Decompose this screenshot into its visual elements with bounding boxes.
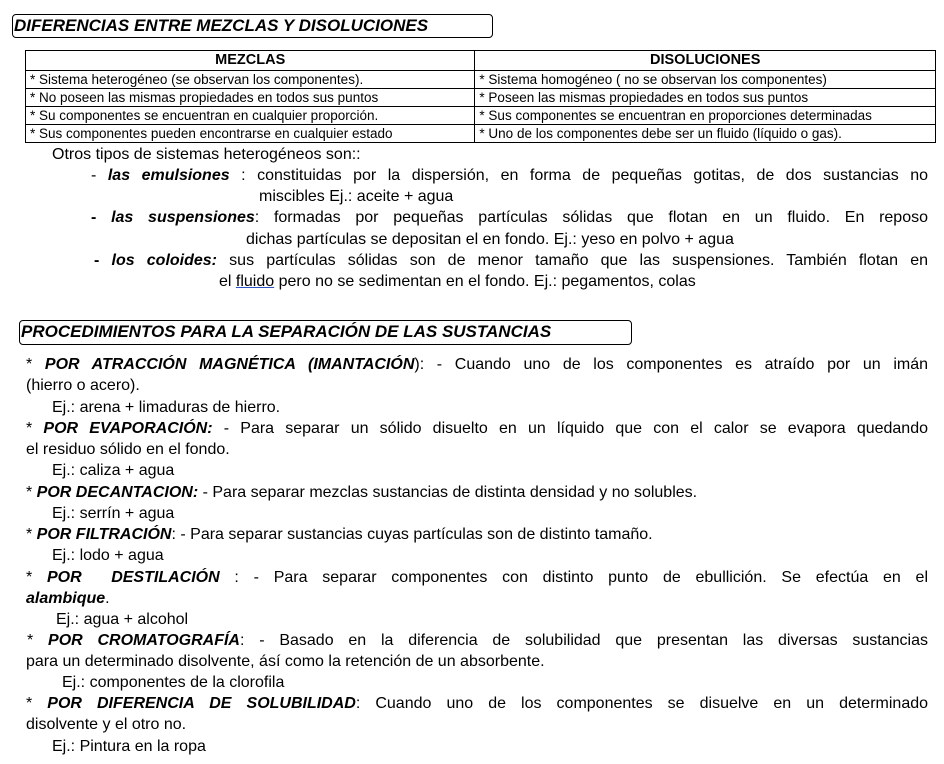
procedure-filtracion-example: Ej.: lodo + agua bbox=[52, 547, 164, 564]
procedure-description: : Cuando uno de los componentes se disuelve en un determinado bbox=[355, 695, 929, 712]
procedure-evaporacion-example: Ej.: caliza + agua bbox=[52, 462, 175, 479]
table-row bbox=[26, 125, 936, 143]
table-cell: * Sus componentes pueden encontrarse en cualquier estado bbox=[26, 125, 475, 143]
column-header-mezclas: MEZCLAS bbox=[26, 51, 475, 71]
procedure-description: - Para separar un sólido disuelto en un líquido que con el calor se evapora quedando bbox=[212, 420, 929, 437]
procedure-decantacion-line1 bbox=[26, 482, 697, 503]
fluido-link[interactable]: fluido bbox=[235, 273, 275, 290]
text: . bbox=[105, 590, 110, 607]
table-cell: * Sistema heterogéneo (se observan los componentes). bbox=[26, 71, 475, 89]
text: el bbox=[219, 273, 236, 290]
type-coloides-line2 bbox=[219, 271, 696, 292]
type-emulsiones-line1 bbox=[91, 165, 928, 186]
table-cell: * Su componentes se encuentran en cualquier proporción. bbox=[26, 107, 475, 125]
procedure-name: POR ATRACCIÓN MAGNÉTICA (IMANTACIÓN bbox=[44, 356, 415, 373]
type-description: sus partículas sólidas son de menor tamaño que las suspensiones. También flotan en bbox=[217, 252, 929, 269]
type-suspensiones-line1 bbox=[91, 207, 928, 228]
table-cell: * Uno de los componentes debe ser un fluido (líquido o gas). bbox=[475, 125, 936, 143]
procedure-imantacion-example: Ej.: arena + limaduras de hierro. bbox=[52, 399, 281, 416]
type-dash: - bbox=[91, 167, 108, 184]
table-row bbox=[26, 107, 936, 125]
bullet-star: * bbox=[26, 526, 37, 543]
type-term-suspensiones: las suspensiones bbox=[111, 209, 255, 226]
procedure-name: POR EVAPORACIÓN: bbox=[43, 420, 213, 437]
type-coloides-line1 bbox=[94, 250, 928, 271]
procedure-name: POR DECANTACION: bbox=[36, 484, 199, 501]
procedure-description: - Para separar mezclas sustancias de distinta densidad y no solubles. bbox=[198, 484, 698, 501]
section-title-procedures: PROCEDIMIENTOS PARA LA SEPARACIÓN DE LAS SUSTANCIAS bbox=[19, 320, 632, 345]
type-term-emulsiones: las emulsiones bbox=[107, 167, 230, 184]
column-header-disoluciones: DISOLUCIONES bbox=[475, 51, 936, 71]
heterogeneous-intro: Otros tipos de sistemas heterogéneos son:: bbox=[52, 146, 361, 163]
table-row bbox=[26, 89, 936, 107]
table-row bbox=[26, 71, 936, 89]
procedure-name: POR DESTILACIÓN bbox=[47, 569, 220, 586]
table-cell: * Sus componentes se encuentran en proporciones determinadas bbox=[475, 107, 936, 125]
procedure-evaporacion-line1 bbox=[26, 418, 928, 439]
bullet-star: * bbox=[26, 420, 44, 437]
procedure-description: : - Basado en la diferencia de solubilidad que presentan las diversas sustancias bbox=[239, 632, 928, 649]
procedure-evaporacion-line2: el residuo sólido en el fondo. bbox=[26, 441, 230, 458]
type-term-coloides: los coloides: bbox=[111, 252, 218, 269]
section-title-differences: DIFERENCIAS ENTRE MEZCLAS Y DISOLUCIONES bbox=[12, 14, 493, 38]
bullet-star: * bbox=[27, 632, 49, 649]
type-suspensiones-line2: dichas partículas se depositan el en fondo. Ej.: yeso en polvo + agua bbox=[246, 231, 734, 248]
type-dash: - bbox=[91, 209, 112, 226]
procedure-imantacion-line1 bbox=[26, 354, 928, 375]
table-cell: * Poseen las mismas propiedades en todos sus puntos bbox=[475, 89, 936, 107]
procedure-description: : - Para separar componentes con distinto punto de ebullición. Se efectúa en el bbox=[219, 569, 929, 586]
table-header-row bbox=[26, 51, 936, 71]
bullet-star: * bbox=[26, 484, 37, 501]
bullet-star: * bbox=[26, 569, 47, 586]
procedure-cromatografia-line1 bbox=[27, 630, 928, 651]
procedure-cromatografia-line2: para un determinado disolvente, ásí como la retención de un absorbente. bbox=[26, 653, 545, 670]
procedure-decantacion-example: Ej.: serrín + agua bbox=[52, 505, 175, 522]
procedure-destilacion-example: Ej.: agua + alcohol bbox=[56, 611, 189, 628]
comparison-table bbox=[25, 50, 936, 143]
procedure-cromatografia-example: Ej.: componentes de la clorofila bbox=[62, 674, 285, 691]
text: pero no se sedimentan en el fondo. Ej.: pegamentos, colas bbox=[274, 273, 696, 290]
table-cell: * Sistema homogéneo ( no se observan los componentes) bbox=[475, 71, 936, 89]
type-dash: - bbox=[94, 252, 112, 269]
table-cell: * No poseen las mismas propiedades en todos sus puntos bbox=[26, 89, 475, 107]
procedure-name: POR CROMATOGRAFÍA bbox=[48, 632, 240, 649]
alambique-term: alambique bbox=[26, 590, 106, 607]
procedure-description: : - Para separar sustancias cuyas partículas son de distinto tamaño. bbox=[171, 526, 653, 543]
bullet-star: * bbox=[26, 695, 48, 712]
procedure-imantacion-line2: (hierro o acero). bbox=[26, 377, 140, 394]
procedure-filtracion-line1 bbox=[26, 524, 653, 545]
procedure-solubilidad-line1 bbox=[26, 693, 928, 714]
type-description: : constituidas por la dispersión, en forma de pequeñas gotitas, de dos sustancias no bbox=[229, 167, 929, 184]
procedure-destilacion-line1 bbox=[26, 567, 928, 588]
procedure-solubilidad-line2: disolvente y el otro no. bbox=[26, 716, 187, 733]
procedure-solubilidad-example: Ej.: Pintura en la ropa bbox=[52, 738, 206, 755]
bullet-star: * bbox=[26, 356, 45, 373]
type-description: : formadas por pequeñas partículas sólidas que flotan en un fluido. En reposo bbox=[254, 209, 929, 226]
procedure-name: POR DIFERENCIA DE SOLUBILIDAD bbox=[47, 695, 356, 712]
procedure-description: ): - Cuando uno de los componentes es atraído por un imán bbox=[414, 356, 929, 373]
procedure-destilacion-line2 bbox=[26, 588, 110, 609]
type-emulsiones-line2: miscibles Ej.: aceite + agua bbox=[259, 188, 454, 205]
procedure-name: POR FILTRACIÓN bbox=[36, 526, 172, 543]
